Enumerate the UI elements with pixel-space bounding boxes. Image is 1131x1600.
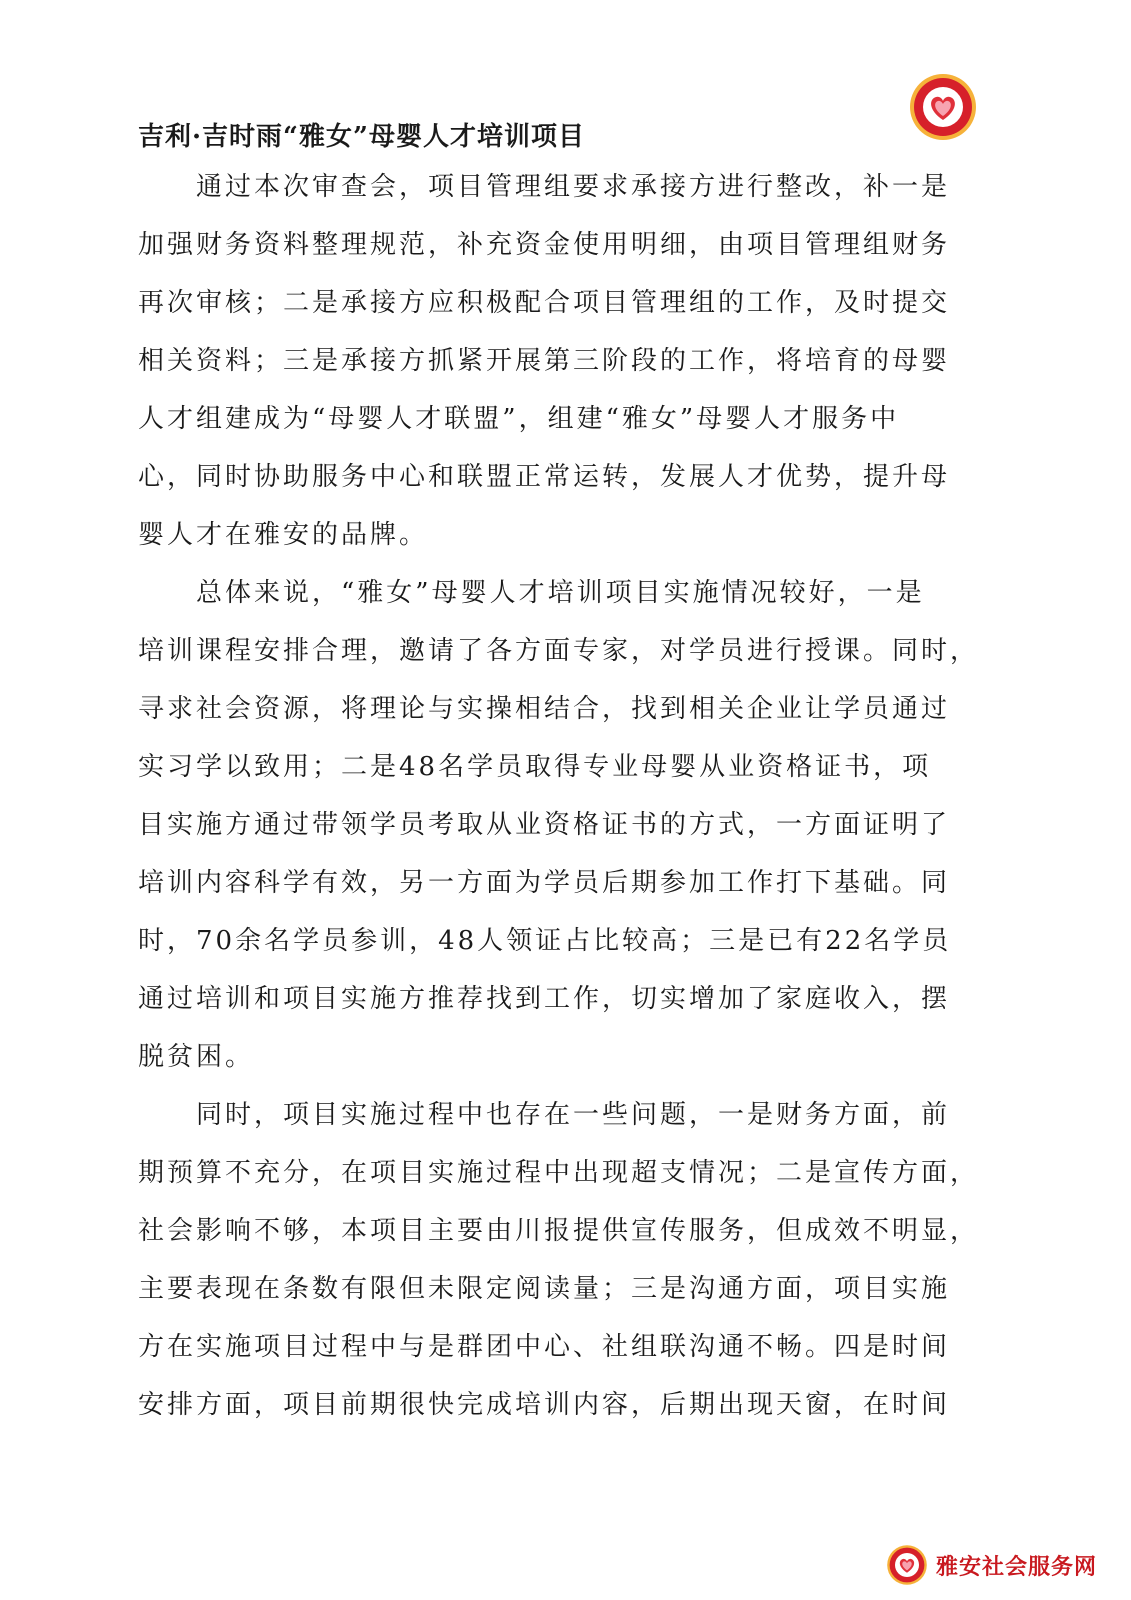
body-line: 人才组建成为“母婴人才联盟”，组建“雅女”母婴人才服务中 (138, 404, 900, 434)
body-line: 实习学以致用；二是48名学员取得专业母婴从业资格证书，项 (138, 752, 932, 782)
body-line: 主要表现在条数有限但未限定阅读量；三是沟通方面，项目实施 (138, 1274, 951, 1304)
body-line: 社会影响不够，本项目主要由川报提供宣传服务，但成效不明显， (138, 1216, 980, 1246)
body-line: 期预算不充分，在项目实施过程中出现超支情况；二是宣传方面， (138, 1158, 980, 1188)
body-line: 通过培训和项目实施方推荐找到工作，切实增加了家庭收入，摆 (138, 984, 951, 1014)
page-header-title: 吉利·吉时雨“雅女”母婴人才培训项目 (138, 122, 585, 152)
body-line: 心，同时协助服务中心和联盟正常运转，发展人才优势，提升母 (138, 462, 951, 492)
heart-seal-icon (908, 72, 978, 142)
footer-watermark (886, 1542, 1097, 1588)
body-line: 婴人才在雅安的品牌。 (138, 520, 429, 550)
document-body (138, 158, 988, 1434)
body-line: 通过本次审查会，项目管理组要求承接方进行整改，补一是 (196, 172, 951, 202)
body-line: 目实施方通过带领学员考取从业资格证书的方式，一方面证明了 (138, 810, 951, 840)
heart-seal-icon (886, 1544, 928, 1586)
body-line: 时，70余名学员参训，48人领证占比较高；三是已有22名学员 (138, 926, 952, 956)
body-line: 总体来说，“雅女”母婴人才培训项目实施情况较好，一是 (196, 578, 925, 608)
body-line: 再次审核；二是承接方应积极配合项目管理组的工作，及时提交 (138, 288, 951, 318)
body-line: 寻求社会资源，将理论与实操相结合，找到相关企业让学员通过 (138, 694, 951, 724)
body-line: 培训课程安排合理，邀请了各方面专家，对学员进行授课。同时， (138, 636, 980, 666)
body-line: 加强财务资料整理规范，补充资金使用明细，由项目管理组财务 (138, 230, 951, 260)
body-line: 同时，项目实施过程中也存在一些问题，一是财务方面，前 (196, 1100, 951, 1130)
footer-site-name: 雅安社会服务网 (936, 1554, 1098, 1580)
body-line: 培训内容科学有效，另一方面为学员后期参加工作打下基础。同 (138, 868, 951, 898)
body-line: 安排方面，项目前期很快完成培训内容，后期出现天窗，在时间 (138, 1390, 951, 1420)
body-line: 相关资料；三是承接方抓紧开展第三阶段的工作，将培育的母婴 (138, 346, 951, 376)
body-line: 方在实施项目过程中与是群团中心、社组联沟通不畅。四是时间 (138, 1332, 951, 1362)
body-line: 脱贫困。 (138, 1042, 255, 1072)
